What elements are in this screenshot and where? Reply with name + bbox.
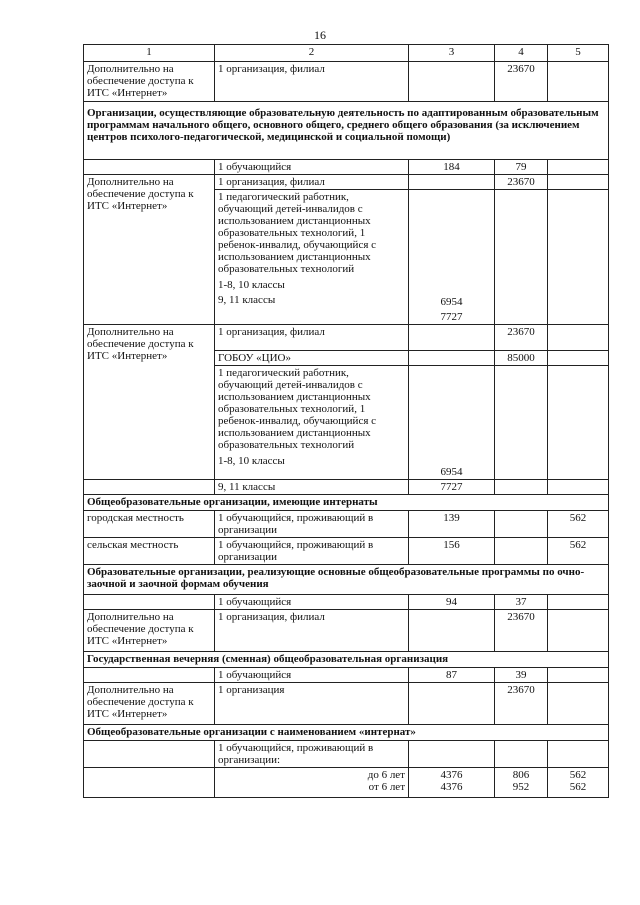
value-col4: 23670 xyxy=(495,610,548,652)
header-cell: 1 xyxy=(84,45,215,62)
value-col5: 562 xyxy=(548,538,609,565)
table-header-row xyxy=(84,45,609,62)
section-title: Образовательные организации, реализующие основные общеобразовательные программы по очно-заочной и заочной формам обучения xyxy=(84,565,609,595)
class-range: 1-8, 10 классы xyxy=(218,279,285,291)
row-label: Дополнительно на обеспечение доступа к ИТС «Интернет» xyxy=(84,325,215,480)
value-col3: 7727 xyxy=(409,480,495,495)
table-row xyxy=(84,62,609,102)
table-row xyxy=(84,741,609,768)
row-unit: ГОБОУ «ЦИО» xyxy=(215,351,409,366)
value-col3: 4376 xyxy=(440,769,463,781)
table-row xyxy=(84,768,609,798)
value-col4: 23670 xyxy=(495,62,548,102)
value-col4: 85000 xyxy=(495,351,548,366)
value-col3: 87 xyxy=(409,668,495,683)
value-col5: 562 xyxy=(548,511,609,538)
page-number: 16 xyxy=(314,28,326,42)
value-col4: 79 xyxy=(495,160,548,175)
header-cell: 2 xyxy=(215,45,409,62)
row-unit: 1 организация, филиал xyxy=(215,62,409,102)
row-unit: 1 обучающийся, проживающий в организации xyxy=(215,511,409,538)
row-description: 1 педагогический работник, обучающий детей-инвалидов с использованием дистанционных образовательных технологий, 1 ребенок-инвалид, обучающийся с использованием дистанционных образовательных технологий xyxy=(218,191,377,275)
row-label: Дополнительно на обеспечение доступа к ИТС «Интернет» xyxy=(84,62,215,102)
header-cell: 4 xyxy=(495,45,548,62)
table-row xyxy=(84,175,609,190)
row-description: 1 педагогический работник, обучающий детей-инвалидов с использованием дистанционных образовательных технологий, 1 ребенок-инвалид, обучающийся с использованием дистанционных образовательных технологий xyxy=(218,367,377,451)
row-unit: 1 обучающийся xyxy=(215,160,409,175)
table-row xyxy=(84,683,609,725)
section-heading-row xyxy=(84,102,609,160)
value-col4: 23670 xyxy=(495,325,548,351)
value-col4: 37 xyxy=(495,595,548,610)
row-unit: 1 обучающийся, проживающий в организации xyxy=(215,538,409,565)
table-row xyxy=(84,668,609,683)
age-group: до 6 лет xyxy=(367,769,405,781)
table-row xyxy=(84,511,609,538)
value-col4: 806 xyxy=(512,769,530,781)
value-col3: 7727 xyxy=(440,311,463,323)
value-col3: 4376 xyxy=(440,781,463,793)
class-range: 9, 11 классы xyxy=(215,480,409,495)
value-col5: 562 xyxy=(569,769,587,781)
allocation-table xyxy=(83,44,609,798)
row-unit: 1 организация, филиал xyxy=(215,325,409,351)
row-label: Дополнительно на обеспечение доступа к ИТС «Интернет» xyxy=(84,610,215,652)
table-row xyxy=(84,610,609,652)
value-col5: 562 xyxy=(569,781,587,793)
age-group: от 6 лет xyxy=(368,781,405,793)
table-row xyxy=(84,538,609,565)
value-col3 xyxy=(409,62,495,102)
value-col3: 94 xyxy=(409,595,495,610)
section-heading-row xyxy=(84,495,609,511)
value-col3: 6954 xyxy=(409,366,495,480)
section-title: Государственная вечерняя (сменная) общеобразовательная организация xyxy=(84,652,609,668)
row-unit: 1 организация, филиал xyxy=(215,175,409,190)
section-title: Общеобразовательные организации, имеющие интернаты xyxy=(84,495,609,511)
header-cell: 5 xyxy=(548,45,609,62)
class-range: 1-8, 10 классы xyxy=(218,455,285,467)
value-col4: 39 xyxy=(495,668,548,683)
section-heading-row xyxy=(84,565,609,595)
value-col3: 184 xyxy=(409,160,495,175)
row-label: Дополнительно на обеспечение доступа к ИТС «Интернет» xyxy=(84,175,215,325)
row-unit: 1 обучающийся xyxy=(215,668,409,683)
section-title: Организации, осуществляющие образовательную деятельность по адаптированным образовательным программам начального общего, основного общего, среднего общего образования (за исключением центров психолого-педагогической, медицинской и социальной помощи) xyxy=(84,102,609,160)
row-label: сельская местность xyxy=(84,538,215,565)
value-col4: 952 xyxy=(512,781,530,793)
section-heading-row xyxy=(84,725,609,741)
table-row xyxy=(84,480,609,495)
row-unit: 1 обучающийся xyxy=(215,595,409,610)
table-row xyxy=(84,325,609,351)
value-col4: 23670 xyxy=(495,175,548,190)
row-unit: 1 обучающийся, проживающий в организации: xyxy=(215,741,409,768)
value-col5 xyxy=(548,62,609,102)
value-col3: 6954 xyxy=(440,296,463,308)
table-row xyxy=(84,595,609,610)
row-unit: 1 организация xyxy=(215,683,409,725)
value-col4: 23670 xyxy=(495,683,548,725)
table-row xyxy=(84,160,609,175)
value-col3: 139 xyxy=(409,511,495,538)
section-heading-row xyxy=(84,652,609,668)
header-cell: 3 xyxy=(409,45,495,62)
value-col3: 156 xyxy=(409,538,495,565)
section-title: Общеобразовательные организации с наименованием «интернат» xyxy=(84,725,609,741)
class-range: 9, 11 классы xyxy=(218,294,276,306)
row-label: Дополнительно на обеспечение доступа к ИТС «Интернет» xyxy=(84,683,215,725)
row-unit: 1 организация, филиал xyxy=(215,610,409,652)
row-label: городская местность xyxy=(84,511,215,538)
